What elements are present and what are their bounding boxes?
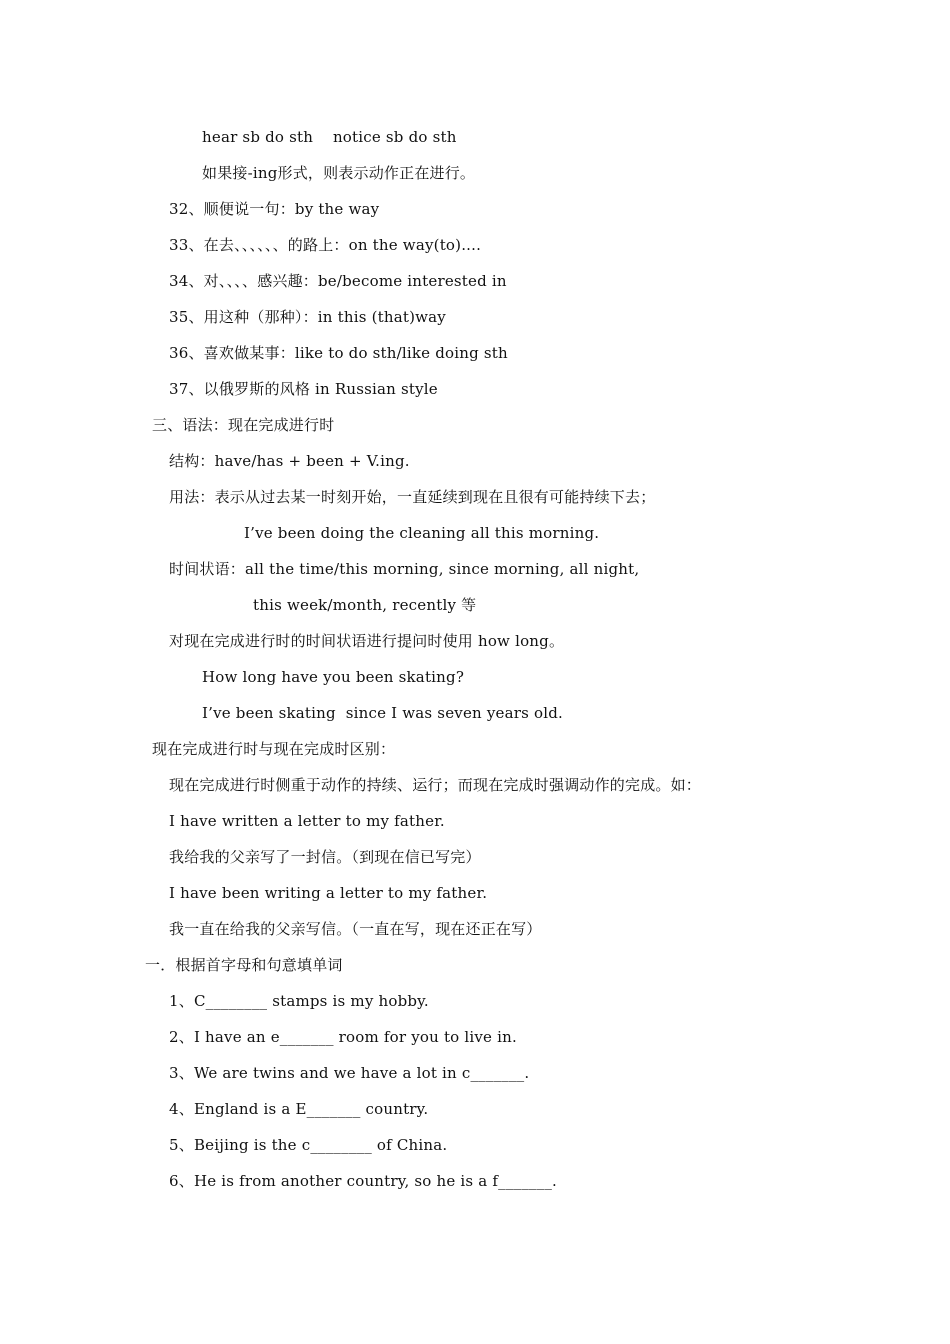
text-line: 现在完成进行时侧重于动作的持续、运行；而现在完成时强调动作的完成。如： bbox=[169, 776, 702, 794]
exercise-heading: 一．根据首字母和句意填单词 bbox=[145, 956, 343, 974]
text-line: hear sb do sth notice sb do sth bbox=[202, 128, 457, 146]
text-line: 对现在完成进行时的时间状语进行提问时使用 how long。 bbox=[169, 632, 565, 650]
exercise-item: 5、Beijing is the c________ of China. bbox=[169, 1136, 448, 1154]
text-line: 32、顺便说一句：by the way bbox=[169, 200, 380, 218]
example-sentence: I have written a letter to my father. bbox=[169, 812, 445, 830]
text-line: 36、喜欢做某事：like to do sth/like doing sth bbox=[169, 344, 508, 362]
text-line: 如果接-ing形式，则表示动作正在进行。 bbox=[202, 164, 476, 182]
example-sentence: I have been writing a letter to my father. bbox=[169, 884, 488, 902]
text-line: 我一直在给我的父亲写信。（一直在写，现在还正在写） bbox=[169, 920, 542, 938]
example-sentence: How long have you been skating? bbox=[202, 668, 465, 686]
text-line: this week/month, recently 等 bbox=[253, 596, 477, 614]
section-heading: 现在完成进行时与现在完成时区别： bbox=[152, 740, 396, 758]
exercise-item: 3、We are twins and we have a lot in c_______. bbox=[169, 1064, 530, 1082]
exercise-item: 1、C________ stamps is my hobby. bbox=[169, 992, 429, 1010]
exercise-item: 2、I have an e_______ room for you to live in. bbox=[169, 1028, 517, 1046]
example-sentence: I’ve been skating since I was seven years old. bbox=[202, 704, 563, 722]
exercise-item: 6、He is from another country, so he is a f_______. bbox=[169, 1172, 557, 1190]
text-line: 我给我的父亲写了一封信。（到现在信已写完） bbox=[169, 848, 481, 866]
text-line: 37、以俄罗斯的风格 in Russian style bbox=[169, 380, 438, 398]
section-heading: 三、语法：现在完成进行时 bbox=[152, 416, 335, 434]
text-line: 用法：表示从过去某一时刻开始，一直延续到现在且很有可能持续下去； bbox=[169, 488, 656, 506]
text-line: 35、用这种（那种）：in this (that)way bbox=[169, 308, 446, 326]
text-line: 结构：have/has + been + V.ing. bbox=[169, 452, 410, 470]
text-line: 34、对、、、、感兴趣：be/become interested in bbox=[169, 272, 507, 290]
exercise-item: 4、England is a E_______ country. bbox=[169, 1100, 429, 1118]
text-line: 时间状语：all the time/this morning, since morning, all night, bbox=[169, 560, 640, 578]
text-line: 33、在去、、、、、、的路上：on the way(to).... bbox=[169, 236, 482, 254]
example-sentence: I’ve been doing the cleaning all this morning. bbox=[244, 524, 600, 542]
